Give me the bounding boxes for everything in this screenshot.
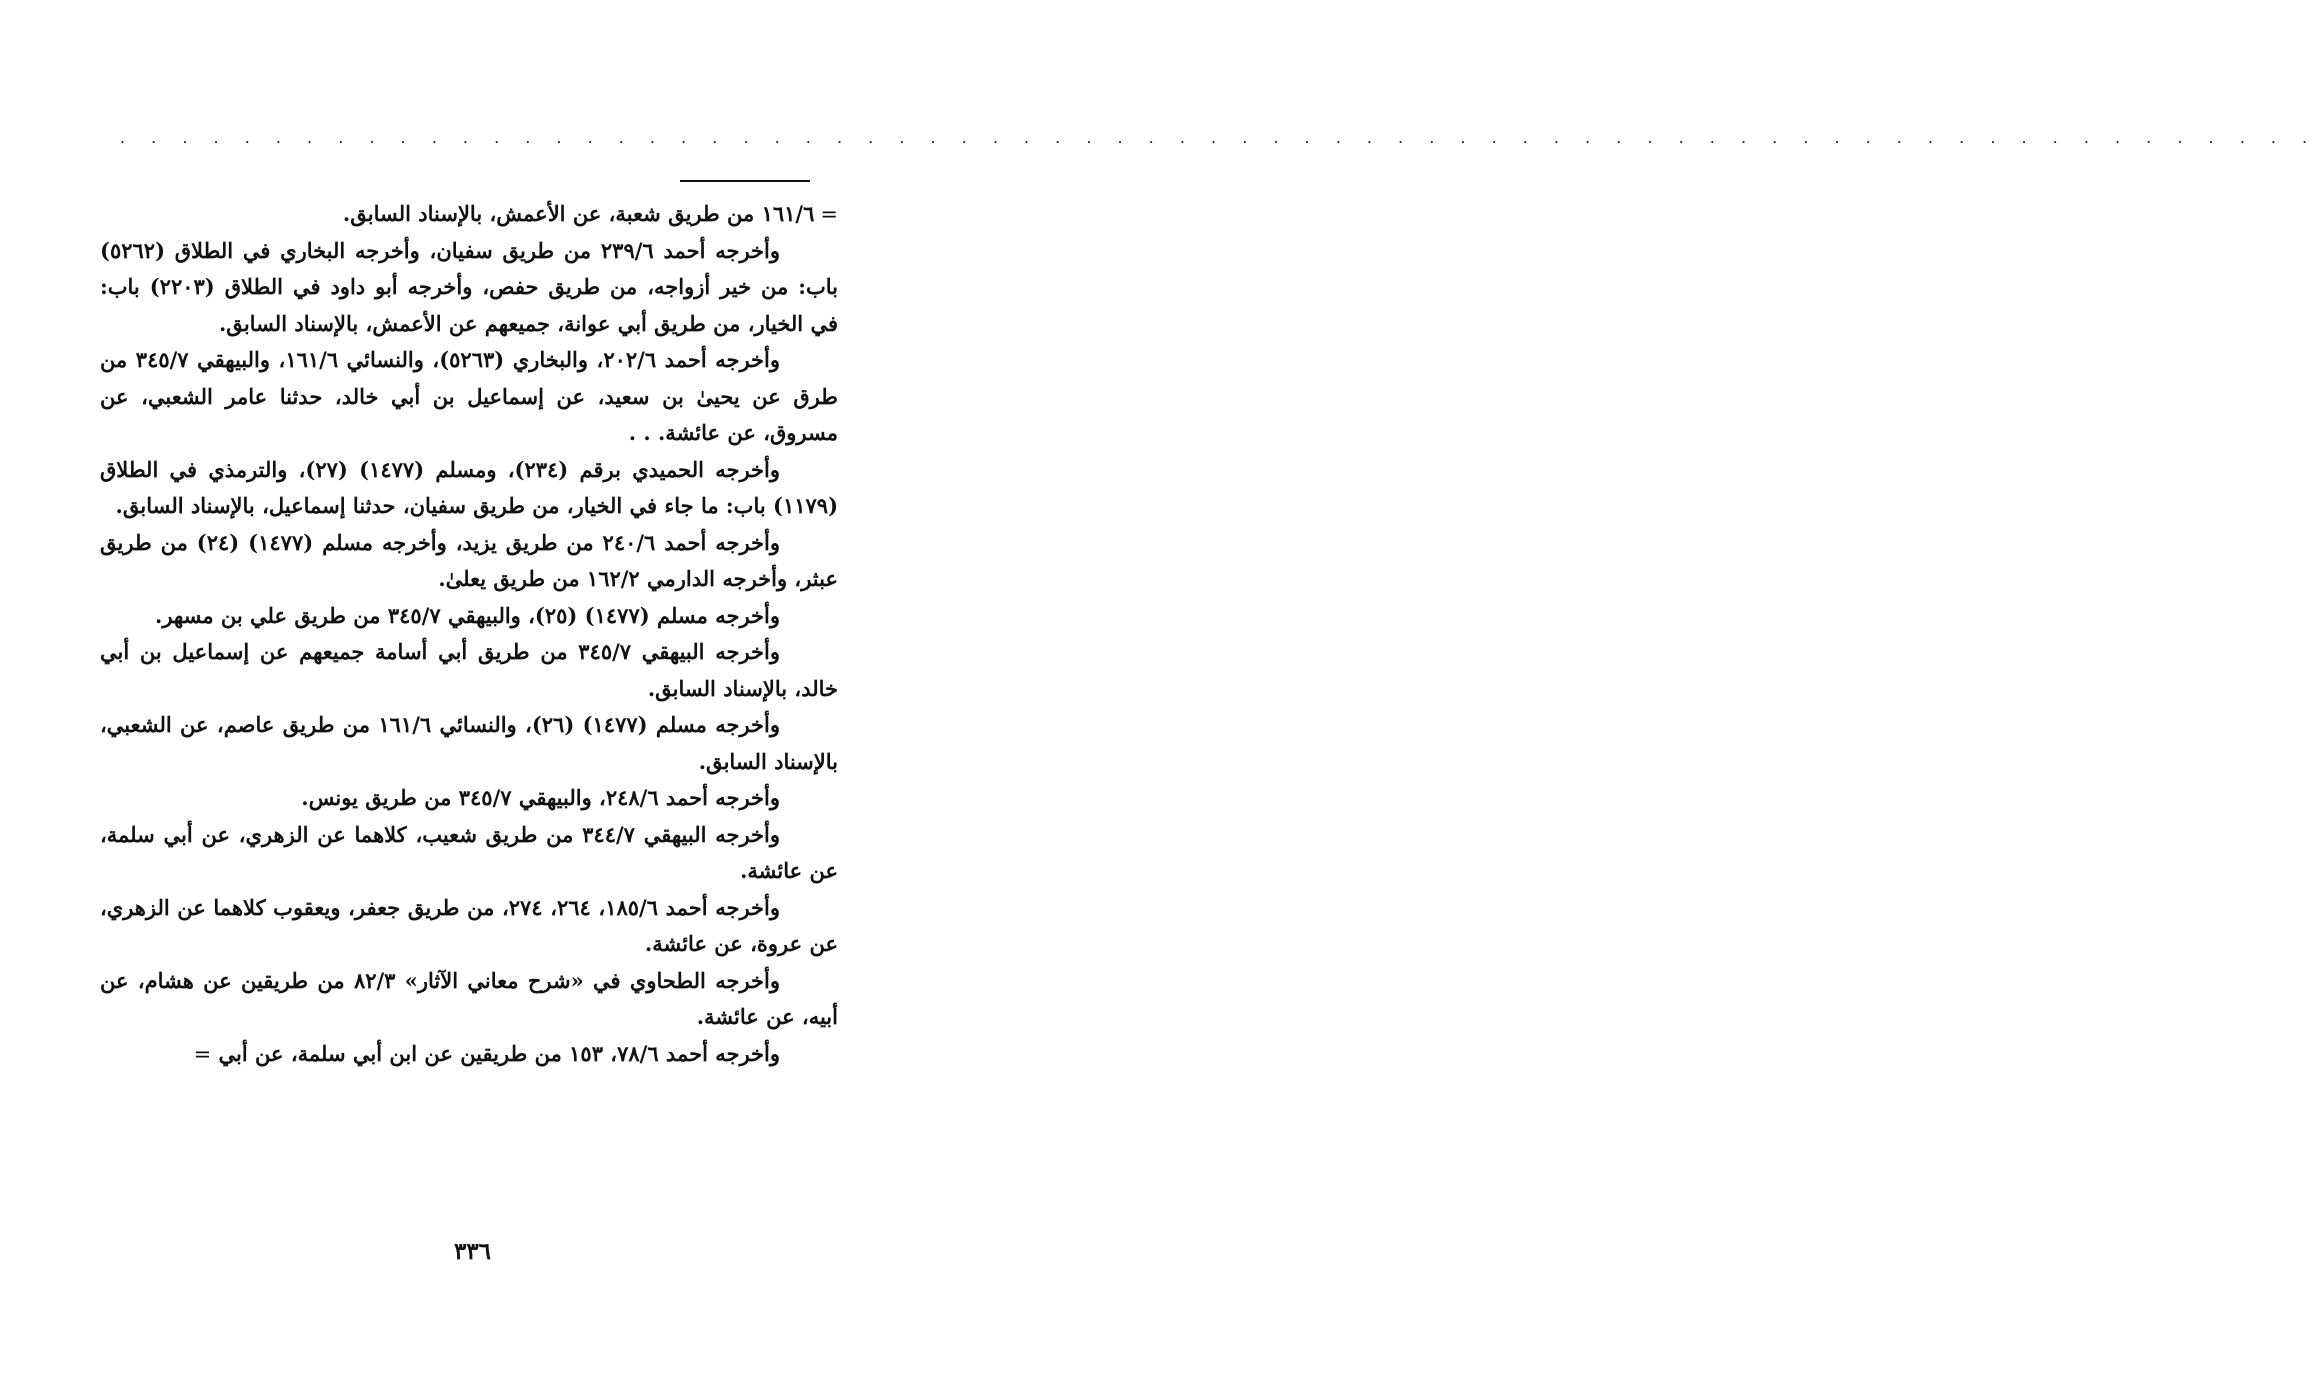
footnote-paragraph-text: ١٦١/٦ من طريق شعبة، عن الأعمش، بالإسناد السابق. — [342, 201, 815, 226]
footnote-paragraph-text: وأخرجه أحمد ٧٨/٦، ١٥٣ من طريقين عن ابن أبي سلمة، عن أبي — [218, 1040, 780, 1066]
footnote-last-paragraph — [100, 1036, 838, 1073]
footnote-paragraph: وأخرجه البيهقي ٣٤٥/٧ من طريق أبي أسامة جميعهم عن إسماعيل بن أبي خالد، بالإسناد السابق. — [100, 639, 838, 701]
footnotes-block — [100, 196, 838, 1072]
footnote-paragraph: وأخرجه الطحاوي في «شرح معاني الآثار» ٨٢/٣ من طريقين عن هشام، عن أبيه، عن عائشة. — [100, 967, 838, 1029]
footnote-paragraph: وأخرجه أحمد ٢٠٢/٦، والبخاري (٥٢٦٣)، والنسائي ١٦١/٦، والبيهقي ٣٤٥/٧ من طرق عن يحيىٰ بن سعيد، عن إسماعيل بن أبي خالد، حدثنا عامر الشعبي، عن مسروق، عن عائشة. . . — [100, 347, 838, 445]
footnote-paragraph: وأخرجه أحمد ٢٤٨/٦، والبيهقي ٣٤٥/٧ من طريق يونس. — [301, 785, 780, 810]
footnote-paragraph: وأخرجه مسلم (١٤٧٧) (٢٥)، والبيهقي ٣٤٥/٧ من طريق علي بن مسهر. — [155, 602, 780, 628]
page-number: ٣٣٦ — [453, 1238, 492, 1265]
footnote-paragraph: وأخرجه الحميدي برقم (٢٣٤)، ومسلم (١٤٧٧) (٢٧)، والترمذي في الطلاق (١١٧٩) باب: ما جاء في الخيار، من طريق سفيان، حدثنا إسماعيل، بالإسناد السابق. — [100, 456, 838, 518]
footnote-paragraph: وأخرجه البيهقي ٣٤٤/٧ من طريق شعيب، كلاهما عن الزهري، عن أبي سلمة، عن عائشة. — [100, 821, 838, 883]
footnote-paragraph: وأخرجه أحمد ١٨٥/٦، ٢٦٤، ٢٧٤، من طريق جعفر، ويعقوب كلاهما عن الزهري، عن عروة، عن عائشة. — [100, 894, 838, 956]
footnote-paragraph: وأخرجه مسلم (١٤٧٧) (٢٦)، والنسائي ١٦١/٦ من طريق عاصم، عن الشعبي، بالإسناد السابق. — [100, 712, 838, 774]
trailing-marker: = — [193, 1041, 212, 1066]
footnote-paragraph: وأخرجه أحمد ٢٣٩/٦ من طريق سفيان، وأخرجه البخاري في الطلاق (٥٢٦٢) باب: من خير أزواجه، من طريق حفص، وأخرجه أبو داود في الطلاق (٢٢٠٣) باب: في الخيار، من طريق أبي عوانة، جميعهم عن الأعمش، بالإسناد السابق. — [100, 237, 838, 336]
footnote-rule — [680, 180, 810, 182]
footnote-continuation — [100, 196, 838, 233]
continuation-marker: = — [820, 202, 838, 226]
separator-dots: . . . . . . . . . . . . . . . . . . . . . . . . . . . . . . . . . . . . . . . . . . . . . . . . . . . . . . . . . . . . . . . . . . . . . . . — [120, 128, 2318, 147]
footnote-paragraph: وأخرجه أحمد ٢٤٠/٦ من طريق يزيد، وأخرجه مسلم (١٤٧٧) (٢٤) من طريق عبثر، وأخرجه الدارمي ١٦٢/٢ من طريق يعلىٰ. — [100, 529, 838, 591]
